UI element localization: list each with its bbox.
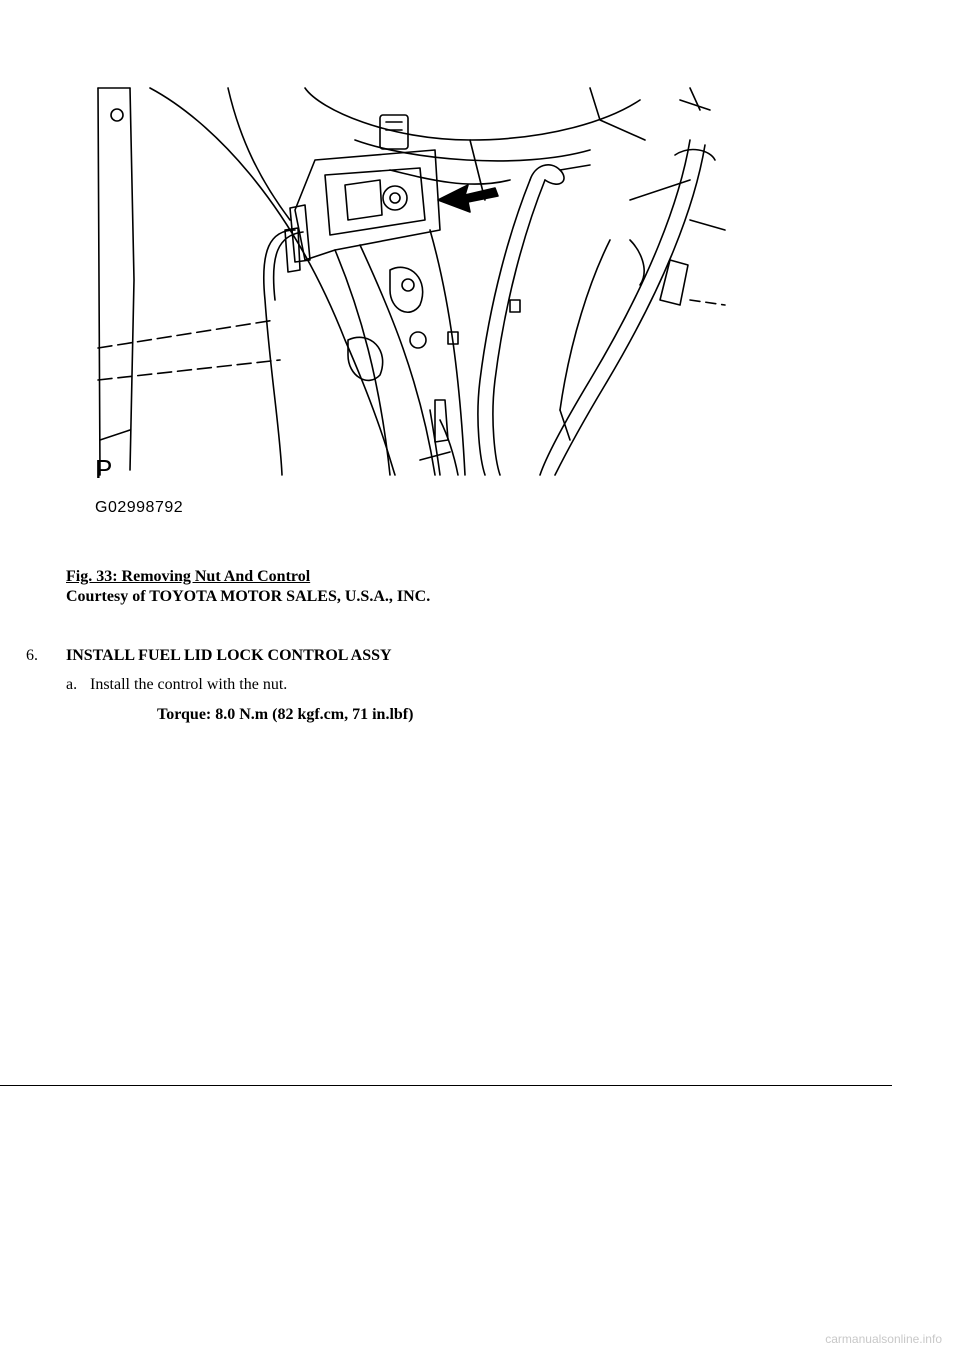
torque-specification: Torque: 8.0 N.m (82 kgf.cm, 71 in.lbf)	[157, 706, 414, 723]
figure-caption-credit: Courtesy of TOYOTA MOTOR SALES, U.S.A., INC.	[66, 588, 431, 605]
step-number: 6.	[26, 647, 38, 664]
step-title: INSTALL FUEL LID LOCK CONTROL ASSY	[66, 647, 392, 664]
substep-text: Install the control with the nut.	[90, 676, 288, 693]
footer-divider	[0, 1085, 892, 1086]
fuel-lid-lock-control-illustration	[90, 80, 730, 520]
procedure-step	[26, 646, 392, 666]
procedure-substep	[66, 675, 287, 695]
substep-letter: a.	[66, 676, 78, 693]
site-watermark: carmanualsonline.info	[825, 1332, 942, 1346]
line-drawing	[90, 80, 730, 520]
figure-caption-title[interactable]: Fig. 33: Removing Nut And Control	[66, 568, 311, 585]
figure-reference-code: G02998792	[95, 499, 184, 516]
figure-view-letter: P	[95, 454, 113, 484]
